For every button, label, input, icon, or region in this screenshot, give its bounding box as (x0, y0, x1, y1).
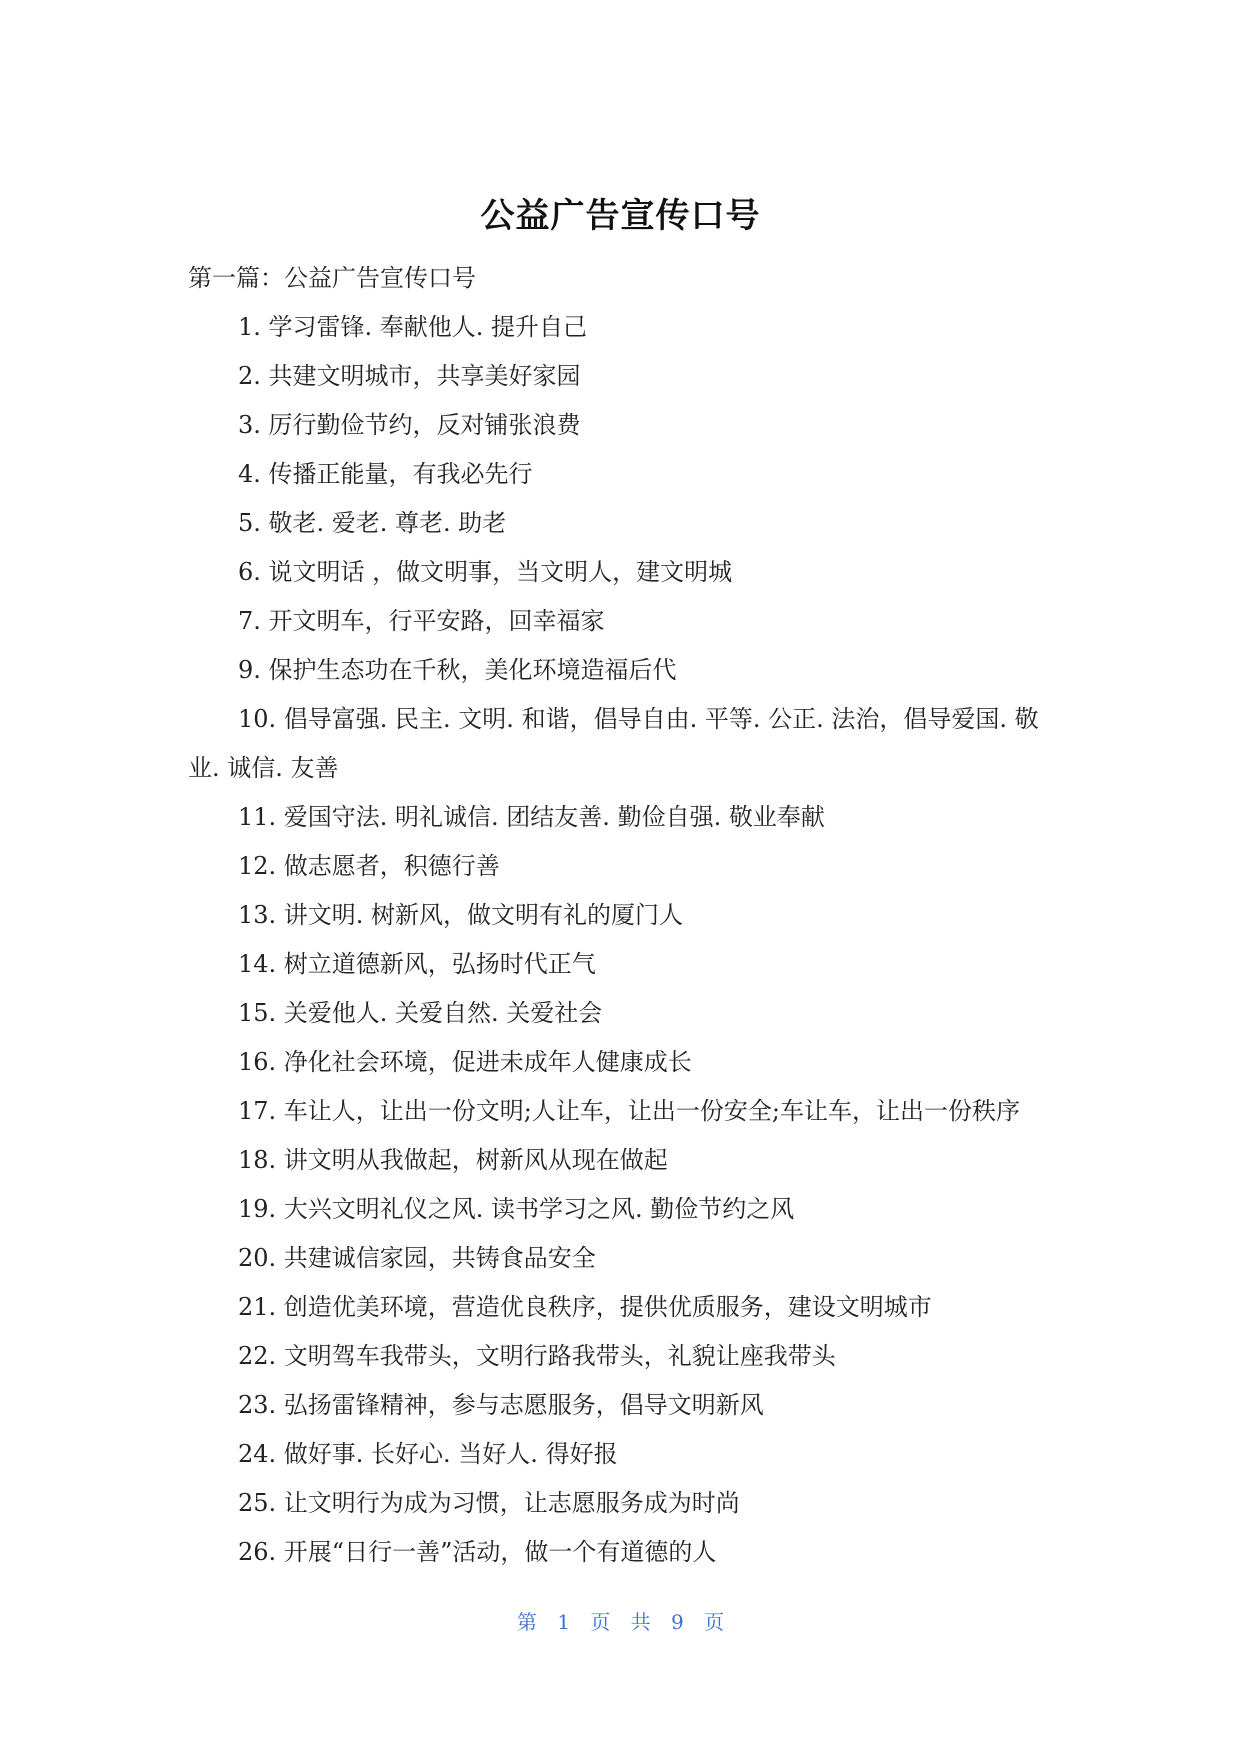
page-number-footer: 第 1 页 共 9 页 (516, 1610, 725, 1634)
list-item: 20. 共建诚信家园，共铸食品安全 (238, 1244, 596, 1272)
list-item: 13. 讲文明. 树新风，做文明有礼的厦门人 (238, 901, 684, 929)
list-item: 15. 关爱他人. 关爱自然. 关爱社会 (238, 999, 603, 1027)
list-item: 17. 车让人，让出一份文明;人让车，让出一份安全;车让车，让出一份秩序 (238, 1097, 1020, 1125)
list-item: 16. 净化社会环境，促进未成年人健康成长 (238, 1048, 692, 1076)
list-item: 23. 弘扬雷锋精神，参与志愿服务，倡导文明新风 (238, 1391, 764, 1419)
list-item: 3. 厉行勤俭节约，反对铺张浪费 (238, 411, 581, 439)
list-item: 1. 学习雷锋. 奉献他人. 提升自己 (238, 313, 588, 341)
list-item: 7. 开文明车，行平安路，回幸福家 (238, 607, 605, 635)
list-item: 24. 做好事. 长好心. 当好人. 得好报 (238, 1440, 618, 1468)
list-item: 10. 倡导富强. 民主. 文明. 和谐，倡导自由. 平等. 公正. 法治，倡导爱国. 敬 (238, 705, 1039, 733)
list-item: 4. 传播正能量，有我必先行 (238, 460, 533, 488)
section-heading: 第一篇：公益广告宣传口号 (188, 264, 476, 292)
list-item: 18. 讲文明从我做起，树新风从现在做起 (238, 1146, 668, 1174)
list-item: 19. 大兴文明礼仪之风. 读书学习之风. 勤俭节约之风 (238, 1195, 795, 1223)
list-item: 6. 说文明话 ，做文明事，当文明人，建文明城 (238, 558, 733, 586)
list-item: 21. 创造优美环境，营造优良秩序，提供优质服务，建设文明城市 (238, 1293, 932, 1321)
list-item: 2. 共建文明城市，共享美好家园 (238, 362, 581, 390)
list-item-continuation: 业. 诚信. 友善 (188, 754, 339, 782)
list-item: 25. 让文明行为成为习惯，让志愿服务成为时尚 (238, 1489, 740, 1517)
list-item: 14. 树立道德新风，弘扬时代正气 (238, 950, 596, 978)
document-body (188, 254, 1058, 1577)
list-item: 9. 保护生态功在千秋，美化环境造福后代 (238, 656, 677, 684)
list-item: 5. 敬老. 爱老. 尊老. 助老 (238, 509, 507, 537)
document-title: 公益广告宣传口号 (480, 196, 761, 236)
list-item: 22. 文明驾车我带头，文明行路我带头，礼貌让座我带头 (238, 1342, 836, 1370)
list-item: 26. 开展“日行一善”活动，做一个有道德的人 (238, 1538, 717, 1566)
list-item: 11. 爱国守法. 明礼诚信. 团结友善. 勤俭自强. 敬业奉献 (238, 803, 825, 831)
list-item: 12. 做志愿者，积德行善 (238, 852, 500, 880)
